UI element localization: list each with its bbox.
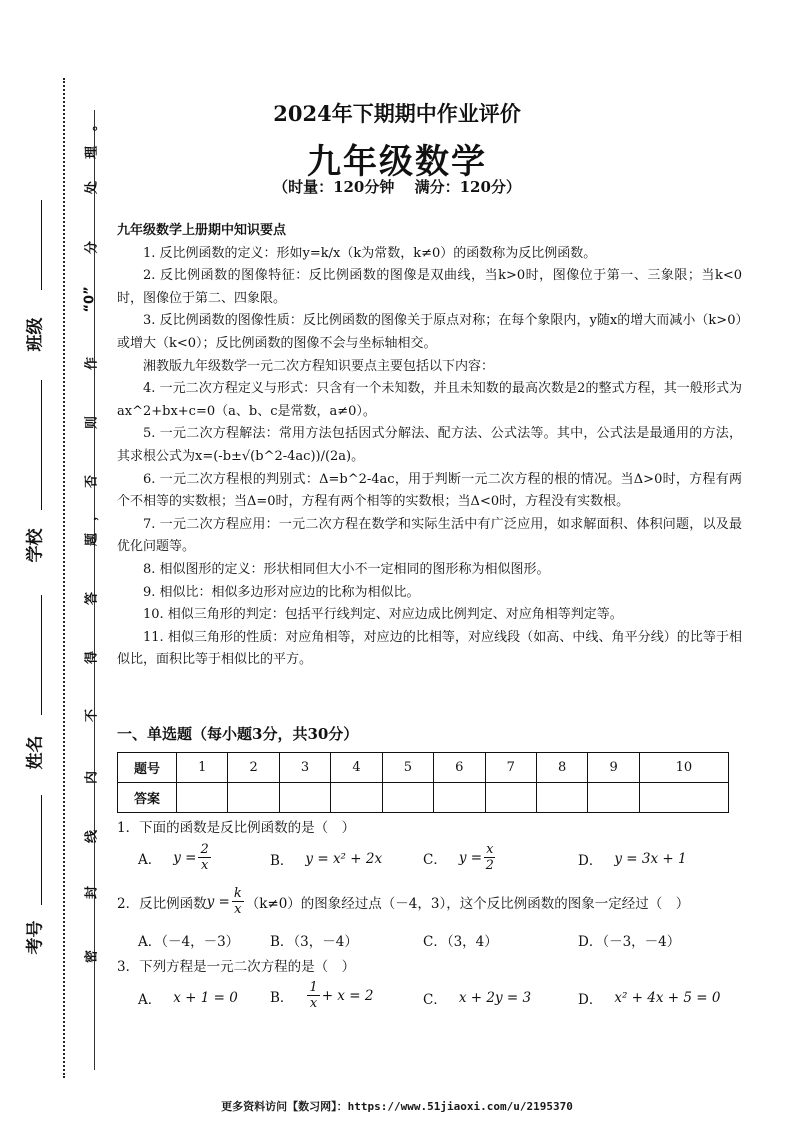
notice-char: 作 [84, 357, 100, 371]
fraction: $\frac{k}{x}$ [233, 886, 242, 917]
question-1-option-a[interactable]: A． y = $\frac{2}{x}$ [138, 842, 209, 873]
school-line [41, 380, 42, 510]
answer-cell[interactable] [536, 783, 587, 813]
exam-duration-score: （时量：120分钟 满分：120分） [273, 178, 521, 196]
fraction: $\frac{x}{2}$ [485, 842, 494, 873]
notice-char: 理 [84, 146, 100, 160]
notice-char: 得 [84, 651, 100, 665]
knowledge-paragraph: 3. 反比例函数的图像性质：反比例函数的图像关于原点对称；在每个象限内，y随x的增大而减小（k>0）或增大（k<0）；反比例函数的图像不会与坐标轴相交。 [117, 313, 742, 351]
knowledge-paragraph: 11. 相似三角形的性质：对应角相等，对应边的比相等，对应线段（如高、中线、角平分线）的比等于相似比，面积比等于相似比的平方。 [117, 629, 742, 668]
notice-char: 处 [84, 181, 100, 195]
knowledge-paragraph: 9. 相似比：相似多边形对应边的比称为相似比。 [143, 584, 420, 600]
name-field-label: 姓名 [25, 735, 46, 770]
notice-char: 答 [84, 592, 100, 606]
class-line [41, 200, 42, 290]
knowledge-points [117, 220, 742, 672]
question-3-option-a[interactable]: A． x + 1 = 0 [138, 990, 238, 1008]
answer-label: 答案 [118, 783, 177, 813]
question-number: 4 [331, 753, 382, 783]
question-number: 3 [279, 753, 330, 783]
notice-char: 则 [84, 416, 100, 430]
table-row [118, 783, 729, 813]
knowledge-paragraph: 2. 反比例函数的图像特征：反比例函数的图像是双曲线，当k>0时，图像位于第一、三象限；当k<0时，图像位于第二、四象限。 [117, 268, 742, 306]
question-2-option-a[interactable]: A．（－4，－3） [138, 934, 240, 950]
question-1-option-b[interactable]: B． y = x² + 2x [270, 851, 383, 869]
notice-char: 分 [84, 241, 100, 255]
notice-char: “0” [82, 286, 98, 313]
exam-title: 2024年下期期中作业评价 [273, 101, 521, 126]
answer-cell[interactable] [434, 783, 485, 813]
question-number: 6 [434, 753, 485, 783]
answer-cell[interactable] [485, 783, 536, 813]
fraction: $\frac{1}{x}$ [309, 980, 318, 1011]
answer-cell[interactable] [639, 783, 728, 813]
knowledge-paragraph: 4. 一元二次方程定义与形式：只含有一个未知数，并且未知数的最高次数是2的整式方程，其一般形式为ax^2+bx+c=0（a、b、c是常数，a≠0）。 [117, 381, 742, 419]
notice-char: 否 [84, 475, 100, 489]
knowledge-paragraph: 1. 反比例函数的定义：形如y=k/x（k为常数，k≠0）的函数称为反比例函数。 [143, 245, 597, 261]
notice-char: 内 [84, 771, 100, 785]
answer-cell[interactable] [588, 783, 639, 813]
question-3-stem: 3．下列方程是一元二次方程的是（ ） [117, 959, 356, 975]
question-3-option-d[interactable]: D． x² + 4x + 5 = 0 [578, 990, 721, 1008]
class-field-label: 班级 [25, 317, 46, 352]
question-number: 5 [382, 753, 433, 783]
question-3-option-b[interactable]: B． $\frac{1}{x}$ + x = 2 [270, 980, 374, 1011]
question-2-stem: 2．反比例函数 y = $\frac{k}{x}$ （k≠0）的图象经过点（－4，3），这个反比例函数的图象一定经过（ ） [117, 886, 690, 917]
question-2-option-b[interactable]: B．（3，－4） [270, 934, 358, 950]
footer-link[interactable]: 更多资料访问【数习网】：https://www.51jiaoxi.com/u/2195370 [221, 1100, 573, 1113]
question-1-option-d[interactable]: D． y = 3x + 1 [578, 851, 687, 869]
answer-cell[interactable] [279, 783, 330, 813]
answer-cell[interactable] [382, 783, 433, 813]
answer-cell[interactable] [228, 783, 279, 813]
table-row [118, 753, 729, 783]
knowledge-heading: 九年级数学上册期中知识要点 [117, 223, 287, 238]
notice-char: 封 [84, 886, 100, 900]
answer-cell[interactable] [331, 783, 382, 813]
knowledge-paragraph: 5. 一元二次方程解法：常用方法包括因式分解法、配方法、公式法等。其中，公式法是最通用的方法，其求根公式为x=(-b±√(b^2-4ac))/(2a)。 [117, 426, 742, 464]
question-2-option-c[interactable]: C．（3，4） [423, 934, 498, 950]
notice-char: 密 [84, 950, 100, 964]
answer-table [117, 752, 729, 813]
question-3-option-c[interactable]: C． x + 2y = 3 [423, 990, 532, 1008]
answer-cell[interactable] [177, 783, 228, 813]
notice-char: ， [84, 508, 100, 522]
question-1-option-c[interactable]: C． y = $\frac{x}{2}$ [423, 842, 494, 873]
knowledge-paragraph: 8. 相似图形的定义：形状相同但大小不一定相同的图形称为相似图形。 [143, 561, 550, 577]
question-2-option-d[interactable]: D．（－3，－4） [578, 934, 681, 950]
knowledge-paragraph: 湘教版九年级数学一元二次方程知识要点主要包括以下内容： [143, 358, 495, 374]
fraction: $\frac{2}{x}$ [200, 842, 209, 873]
notice-char: 线 [84, 830, 100, 844]
question-number: 2 [228, 753, 279, 783]
notice-char: 题 [84, 533, 100, 547]
subject-title: 九年级数学 [307, 142, 487, 182]
notice-char: 不 [84, 709, 100, 723]
student-id-field-label: 考号 [25, 920, 46, 955]
question-number: 9 [588, 753, 639, 783]
question-number-label: 题号 [118, 753, 177, 783]
question-1-stem: 1．下面的函数是反比例函数的是（ ） [117, 820, 356, 836]
school-field-label: 学校 [25, 528, 46, 563]
question-number: 7 [485, 753, 536, 783]
question-number: 1 [177, 753, 228, 783]
id-line [41, 795, 42, 905]
question-number: 8 [536, 753, 587, 783]
knowledge-paragraph: 6. 一元二次方程根的判别式：Δ=b^2-4ac，用于判断一元二次方程的根的情况。当Δ>0时，方程有两个不相等的实数根；当Δ=0时，方程有两个相等的实数根；当Δ<0时，方程没有实数根。 [117, 471, 742, 510]
knowledge-paragraph: 7. 一元二次方程应用：一元二次方程在数学和实际生活中有广泛应用，如求解面积、体积问题，以及最优化问题等。 [117, 516, 742, 555]
section-title: 一、单选题（每小题3分，共30分） [117, 725, 359, 743]
notice-char: 。 [84, 118, 100, 132]
knowledge-paragraph: 10. 相似三角形的判定：包括平行线判定、对应边成比例判定、对应角相等判定等。 [143, 607, 623, 623]
question-number: 10 [639, 753, 728, 783]
binding-dotted-line [63, 78, 65, 1078]
name-line [41, 595, 42, 715]
